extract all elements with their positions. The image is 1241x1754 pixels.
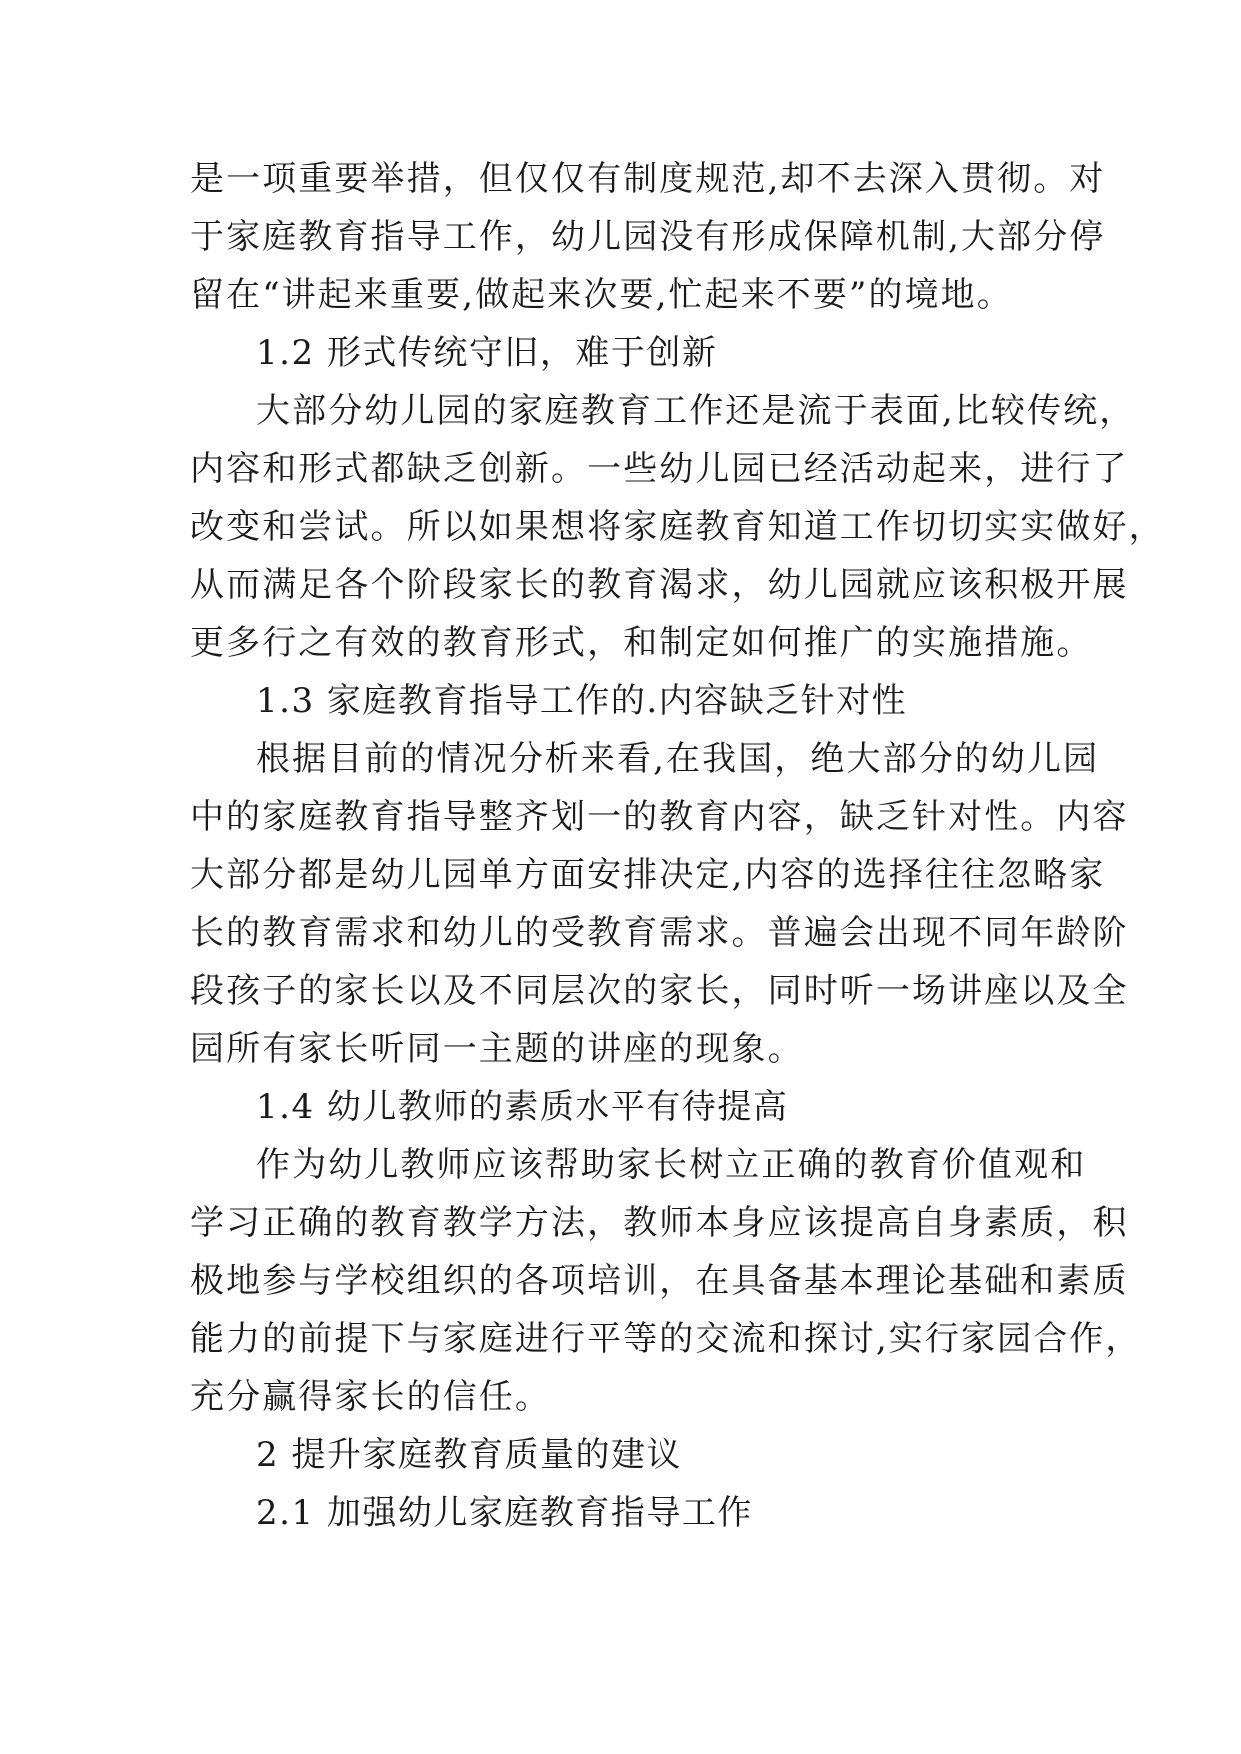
paragraph-line: 于家庭教育指导工作，幼儿园没有形成保障机制,大部分停 — [190, 217, 1106, 257]
document-page — [190, 150, 1165, 1542]
paragraph — [190, 150, 1106, 324]
paragraph-line: 大部分都是幼儿园单方面安排决定,内容的选择往往忽略家 — [190, 855, 1106, 895]
heading-text: 2 提升家庭教育质量的建议 — [256, 1435, 682, 1475]
section-heading — [190, 324, 1050, 382]
paragraph-line: 段孩子的家长以及不同层次的家长，同时听一场讲座以及全 — [190, 971, 1129, 1011]
paragraph-line: 中的家庭教育指导整齐划一的教育内容，缺乏针对性。内容 — [190, 797, 1129, 837]
heading-text: 2.1 加强幼儿家庭教育指导工作 — [256, 1493, 753, 1533]
heading-text: 1.2 形式传统守旧，难于创新 — [256, 333, 718, 373]
paragraph — [190, 730, 1129, 1078]
paragraph-line: 园所有家长听同一主题的讲座的现象。 — [190, 1029, 804, 1069]
paragraph-line: 留在“讲起来重要,做起来次要,忙起来不要”的境地。 — [190, 275, 1013, 315]
paragraph-line: 更多行之有效的教育形式，和制定如何推广的实施措施。 — [190, 623, 1093, 663]
paragraph-line: 学习正确的教育教学方法，教师本身应该提高自身素质，积 — [190, 1203, 1129, 1243]
paragraph-line: 极地参与学校组织的各项培训，在具备基本理论基础和素质 — [190, 1261, 1129, 1301]
paragraph-line: 充分赢得家长的信任。 — [190, 1377, 551, 1417]
heading-text: 1.3 家庭教育指导工作的.内容缺乏针对性 — [256, 681, 908, 721]
paragraph-line: 大部分幼儿园的家庭教育工作还是流于表面,比较传统， — [256, 391, 1136, 431]
paragraph-line: 根据目前的情况分析来看,在我国，绝大部分的幼儿园 — [256, 739, 1100, 779]
paragraph — [190, 382, 1165, 672]
section-heading — [190, 1078, 1050, 1136]
section-heading — [190, 672, 1050, 730]
paragraph-line: 改变和尝试。所以如果想将家庭教育知道工作切切实实做好， — [190, 507, 1165, 547]
section-heading — [190, 1426, 1050, 1484]
paragraph-line: 从而满足各个阶段家长的教育渴求，幼儿园就应该积极开展 — [190, 565, 1129, 605]
heading-text: 1.4 幼儿教师的素质水平有待提高 — [256, 1087, 789, 1127]
paragraph-line: 作为幼儿教师应该帮助家长树立正确的教育价值观和 — [256, 1145, 1087, 1185]
paragraph-line: 长的教育需求和幼儿的受教育需求。普遍会出现不同年龄阶 — [190, 913, 1129, 953]
section-heading — [190, 1484, 1050, 1542]
paragraph-line: 内容和形式都缺乏创新。一些幼儿园已经活动起来，进行了 — [190, 449, 1129, 489]
paragraph-line: 能力的前提下与家庭进行平等的交流和探讨,实行家园合作， — [190, 1319, 1142, 1359]
paragraph-line: 是一项重要举措，但仅仅有制度规范,却不去深入贯彻。对 — [190, 159, 1106, 199]
paragraph — [190, 1136, 1142, 1426]
